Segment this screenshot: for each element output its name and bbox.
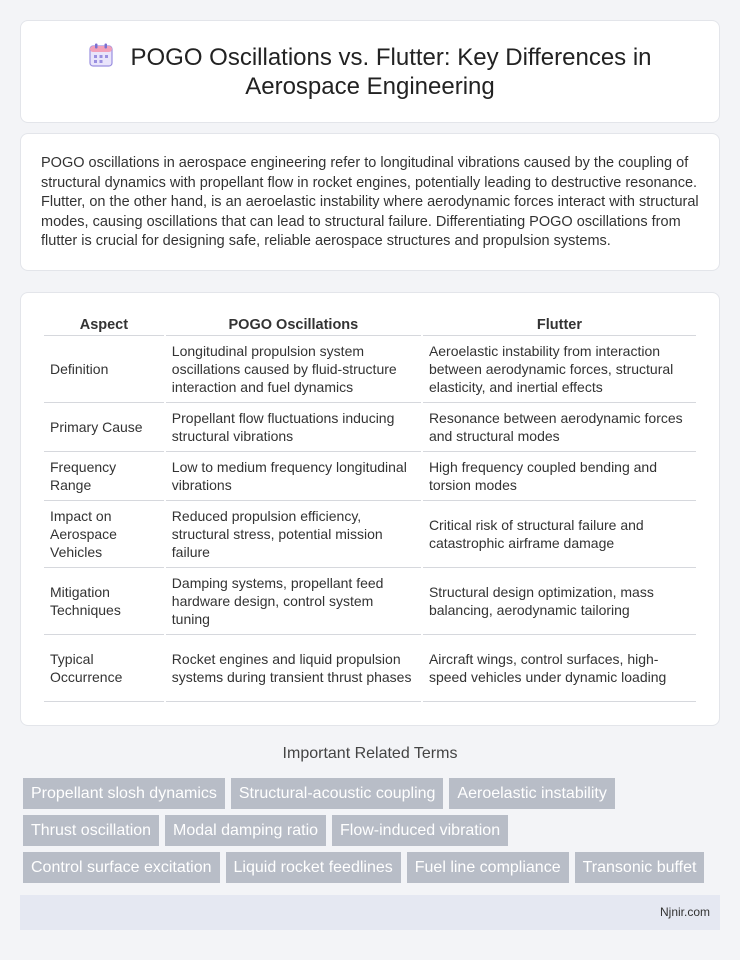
cell-flutter: High frequency coupled bending and torsion modes xyxy=(423,452,696,501)
cell-flutter: Aircraft wings, control surfaces, high-speed vehicles under dynamic loading xyxy=(423,635,696,702)
header-pogo: POGO Oscillations xyxy=(166,313,421,336)
table-row xyxy=(44,452,696,501)
related-term-tag[interactable]: Liquid rocket feedlines xyxy=(226,852,401,883)
intro-card xyxy=(20,133,720,271)
related-term-tag[interactable]: Propellant slosh dynamics xyxy=(23,778,225,809)
table-row xyxy=(44,403,696,452)
cell-pogo: Low to medium frequency longitudinal vibrations xyxy=(166,452,421,501)
related-term-tag[interactable]: Modal damping ratio xyxy=(165,815,326,846)
calendar-icon xyxy=(88,42,114,68)
related-term-tag[interactable]: Aeroelastic instability xyxy=(449,778,614,809)
cell-pogo: Propellant flow fluctuations inducing structural vibrations xyxy=(166,403,421,452)
tag-row xyxy=(23,778,723,809)
footer xyxy=(20,895,720,930)
cell-aspect: Impact on Aerospace Vehicles xyxy=(44,501,164,568)
related-term-tag[interactable]: Control surface excitation xyxy=(23,852,220,883)
intro-paragraph: POGO oscillations in aerospace engineering refer to longitudinal vibrations caused by the coupling of structural dynamics with propellant flow in rocket engines, potentially leading to destructive resonance. Flutter, on the other hand, is an aeroelastic instability where aerodynamic forces interact with structural modes, causing oscillations that can lead to structural failure. Differentiating POGO oscillations from flutter is crucial for designing safe, reliable aerospace structures and propulsion systems. xyxy=(41,155,699,249)
cell-pogo: Longitudinal propulsion system oscillations caused by fluid-structure interaction and fuel dynamics xyxy=(166,336,421,403)
table-header-row xyxy=(44,313,696,336)
cell-aspect: Mitigation Techniques xyxy=(44,568,164,635)
header-aspect: Aspect xyxy=(44,313,164,336)
cell-flutter: Structural design optimization, mass balancing, aerodynamic tailoring xyxy=(423,568,696,635)
cell-flutter: Resonance between aerodynamic forces and structural modes xyxy=(423,403,696,452)
table-row xyxy=(44,501,696,568)
tag-row xyxy=(23,815,723,846)
comparison-card xyxy=(20,292,720,726)
table-row xyxy=(44,336,696,403)
cell-pogo: Rocket engines and liquid propulsion systems during transient thrust phases xyxy=(166,635,421,702)
footer-site-link[interactable]: Njnir.com xyxy=(659,905,710,919)
related-term-tag[interactable]: Thrust oscillation xyxy=(23,815,159,846)
related-term-tag[interactable]: Transonic buffet xyxy=(575,852,705,883)
page-title xyxy=(70,42,670,101)
related-term-tag[interactable]: Structural-acoustic coupling xyxy=(231,778,444,809)
comparison-table xyxy=(42,313,698,702)
related-terms-tags xyxy=(23,778,723,889)
cell-pogo: Reduced propulsion efficiency, structural stress, potential mission failure xyxy=(166,501,421,568)
title-card xyxy=(20,20,720,123)
header-flutter: Flutter xyxy=(423,313,696,336)
cell-aspect: Typical Occurrence xyxy=(44,635,164,702)
table-row xyxy=(44,568,696,635)
cell-flutter: Critical risk of structural failure and catastrophic airframe damage xyxy=(423,501,696,568)
cell-flutter: Aeroelastic instability from interaction between aerodynamic forces, structural elasticity, and inertial effects xyxy=(423,336,696,403)
cell-pogo: Damping systems, propellant feed hardware design, control system tuning xyxy=(166,568,421,635)
related-terms-title: Important Related Terms xyxy=(282,745,458,762)
cell-aspect: Primary Cause xyxy=(44,403,164,452)
title-wrap xyxy=(70,42,670,101)
related-term-tag[interactable]: Flow-induced vibration xyxy=(332,815,508,846)
page-title-text: POGO Oscillations vs. Flutter: Key Differences in Aerospace Engineering xyxy=(130,44,652,100)
related-term-tag[interactable]: Fuel line compliance xyxy=(407,852,569,883)
cell-aspect: Frequency Range xyxy=(44,452,164,501)
tag-row xyxy=(23,852,723,883)
table-row xyxy=(44,635,696,702)
cell-aspect: Definition xyxy=(44,336,164,403)
